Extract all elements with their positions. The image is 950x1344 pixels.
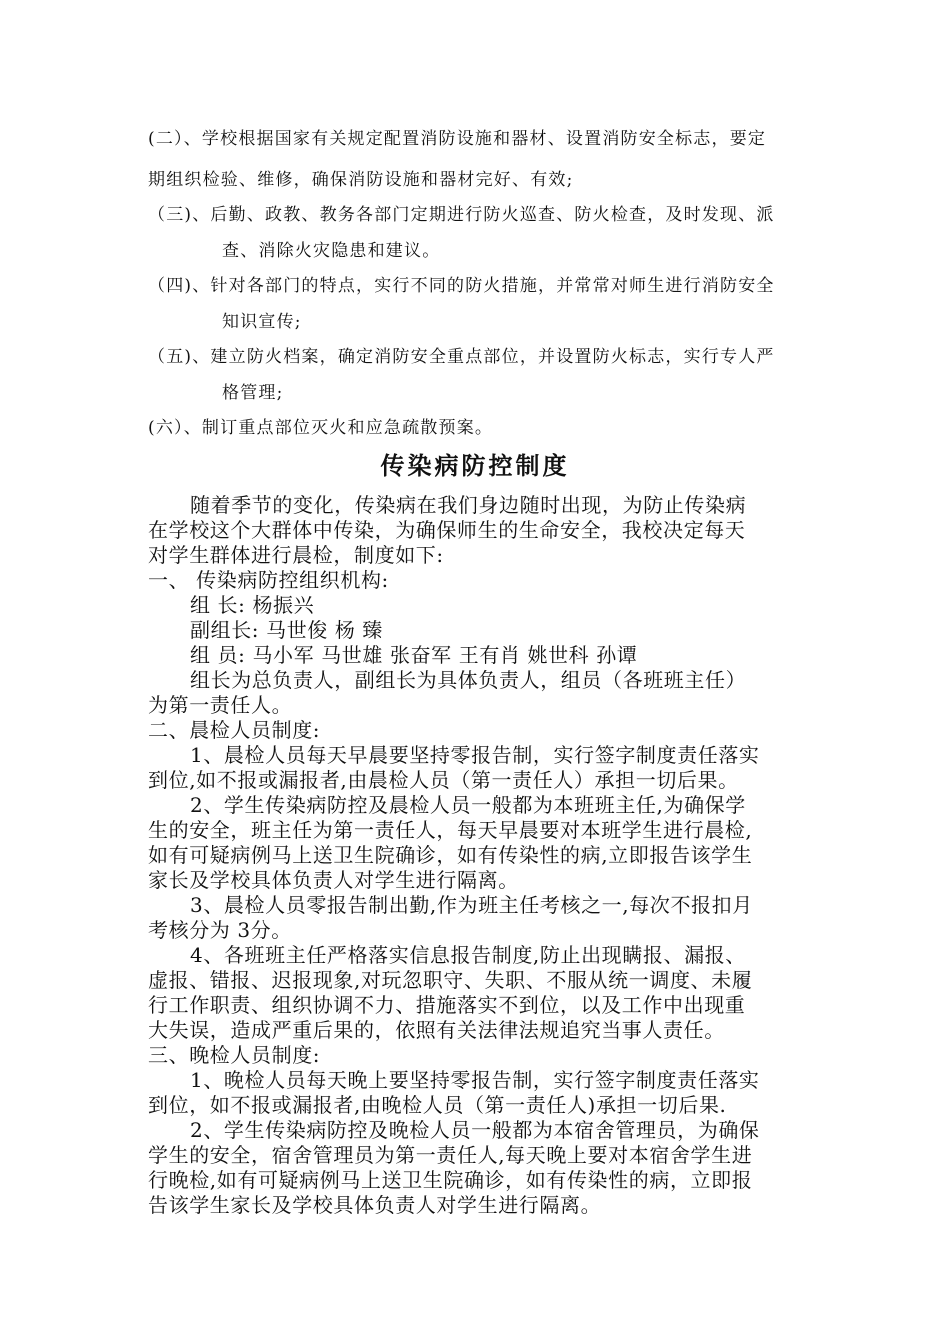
morning-4-line-4: 大失误，造成严重后果的，依照有关法律法规追究当事人责任。 (148, 1018, 725, 1042)
fire-item-2-line-2: 期组织检验、维修，确保消防设施和器材完好、有效; (148, 170, 574, 190)
evening-2-line-4: 告该学生家长及学校具体负责人对学生进行隔离。 (148, 1193, 602, 1217)
leader-line: 组 长: 杨振兴 (190, 593, 315, 617)
evening-1-line-2: 到位，如不报或漏报者,由晚检人员（第一责任人)承担一切后果. (148, 1093, 727, 1117)
morning-2-line-1: 2、学生传染病防控及晨检人员一般都为本班班主任,为确保学 (190, 793, 746, 817)
evening-2-line-3: 行晚检,如有可疑病例马上送卫生院确诊，如有传染性的病，立即报 (148, 1168, 753, 1192)
morning-1-line-1: 1、晨检人员每天早晨要坚持零报告制，实行签字制度责任落实 (190, 743, 760, 767)
document-title: 传染病防控制度 (380, 452, 570, 480)
morning-2-line-4: 家长及学校具体负责人对学生进行隔离。 (148, 868, 519, 892)
morning-2-line-2: 生的安全，班主任为第一责任人，每天早晨要对本班学生进行晨检, (148, 818, 753, 842)
fire-item-3-line-1: （三)、后勤、政教、教务各部门定期进行防火巡查、防火检查，及时发现、派 (148, 205, 775, 225)
heading-evening-check: 三、晚检人员制度: (148, 1043, 321, 1067)
evening-2-line-2: 学生的安全，宿舍管理员为第一责任人,每天晚上要对本宿舍学生进 (148, 1143, 753, 1167)
morning-4-line-2: 虚报、错报、迟报现象,对玩忽职守、失职、不服从统一调度、未履 (148, 968, 753, 992)
fire-item-2-line-1: (二）、学校根据国家有关规定配置消防设施和器材、设置消防安全标志，要定 (148, 129, 767, 149)
responsibility-line-1: 组长为总负责人，副组长为具体负责人，组员（各班班主任） (190, 668, 747, 692)
morning-1-line-2: 到位,如不报或漏报者,由晨检人员（第一责任人）承担一切后果。 (148, 768, 739, 792)
responsibility-line-2: 为第一责任人。 (148, 693, 293, 717)
evening-2-line-1: 2、学生传染病防控及晚检人员一般都为本宿舍管理员，为确保 (190, 1118, 760, 1142)
morning-2-line-3: 如有可疑病例马上送卫生院确诊，如有传染性的病,立即报告该学生 (148, 843, 753, 867)
morning-3-line-2: 考核分为 3分。 (148, 918, 292, 942)
morning-3-line-1: 3、晨检人员零报告制出勤,作为班主任考核之一,每次不报扣月 (190, 893, 753, 917)
heading-morning-check: 二、晨检人员制度: (148, 718, 321, 742)
members-line: 组 员: 马小军 马世雄 张奋军 王有肖 姚世科 孙谭 (190, 643, 638, 667)
evening-1-line-1: 1、晚检人员每天晚上要坚持零报告制，实行签字制度责任落实 (190, 1068, 760, 1092)
fire-item-5-line-2: 格管理; (222, 383, 284, 403)
fire-item-4-line-1: （四)、针对各部门的特点，实行不同的防火措施，并常常对师生进行消防安全 (148, 276, 775, 296)
intro-line-1: 随着季节的变化，传染病在我们身边随时出现，为防止传染病 (190, 493, 747, 517)
fire-item-6: (六）、制订重点部位灭火和应急疏散预案。 (148, 418, 494, 438)
intro-line-3: 对学生群体进行晨检，制度如下: (148, 543, 444, 567)
morning-4-line-3: 行工作职责、组织协调不力、措施落实不到位，以及工作中出现重 (148, 993, 746, 1017)
morning-4-line-1: 4、各班班主任严格落实信息报告制度,防止出现瞒报、漏报、 (190, 943, 746, 967)
heading-organization: 一、 传染病防控组织机构: (148, 568, 389, 592)
fire-item-4-line-2: 知识宣传; (222, 312, 302, 332)
deputy-leader-line: 副组长: 马世俊 杨 臻 (190, 618, 384, 642)
fire-item-5-line-1: （五)、建立防火档案，确定消防安全重点部位，并设置防火标志，实行专人严 (148, 347, 775, 367)
intro-line-2: 在学校这个大群体中传染，为确保师生的生命安全，我校决定每天 (148, 518, 746, 542)
fire-item-3-line-2: 查、消除火灾隐患和建议。 (222, 241, 441, 261)
